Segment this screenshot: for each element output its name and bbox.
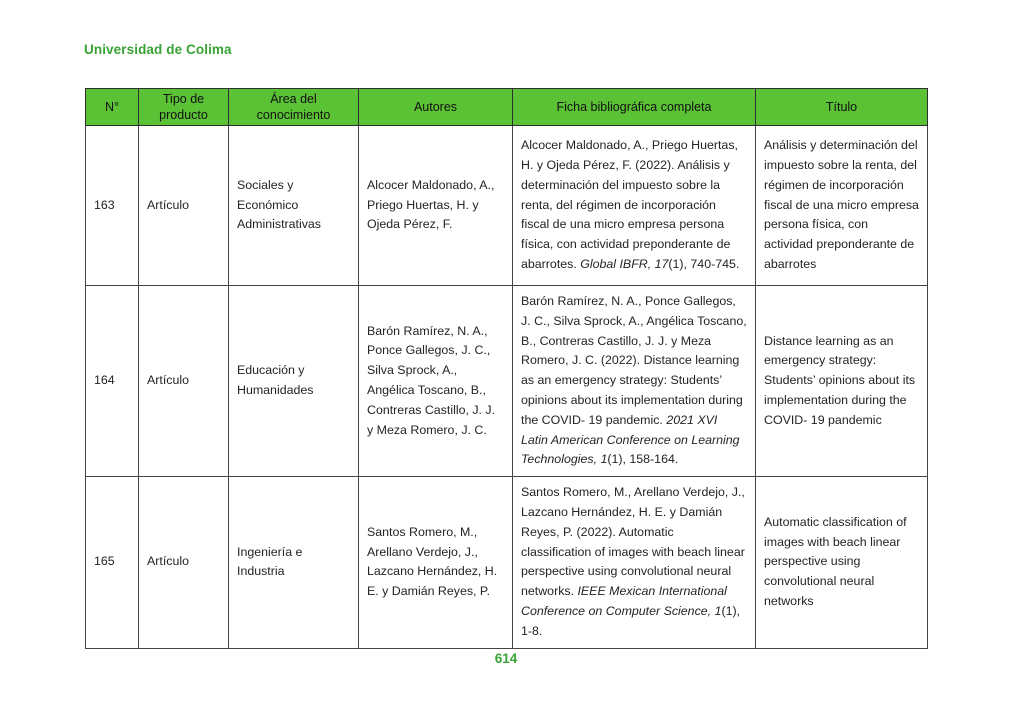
cell-num: 165: [86, 477, 139, 648]
table-header: [86, 89, 928, 126]
table-row: [86, 477, 928, 648]
publications-table: [85, 88, 928, 649]
column-header-titulo: Título: [756, 89, 928, 126]
cell-num: 164: [86, 286, 139, 477]
cell-area: Educación y Humanidades: [229, 286, 359, 477]
cell-titulo: Análisis y determinación del impuesto sobre la renta, del régimen de incorporación fiscal de una micro empresa persona física, con actividad preponderante de abarrotes: [756, 126, 928, 286]
cell-autores: Alcocer Maldonado, A., Priego Huertas, H. y Ojeda Pérez, F.: [359, 126, 513, 286]
ficha-italic-segment: IEEE Mexican International Conference on Computer Science, 1: [521, 584, 727, 618]
ficha-text-segment: Barón Ramírez, N. A., Ponce Gallegos, J. C., Silva Sprock, A., Angélica Toscano, B., Contreras Castillo, J. J. y Meza Romero, J. C. (2022). Distance learning as an emergency strategy: Students’ opinions about its implementation during the COVID- 19 pandemic.: [521, 294, 747, 427]
table-row: [86, 126, 928, 286]
cell-autores: Santos Romero, M., Arellano Verdejo, J., Lazcano Hernández, H. E. y Damián Reyes, P.: [359, 477, 513, 648]
ficha-italic-segment: 2021 XVI Latin American Conference on Learning Technologies, 1: [521, 412, 740, 467]
cell-tipo: Artículo: [139, 126, 229, 286]
column-header-tipo: Tipo de producto: [139, 89, 229, 126]
page-title: Universidad de Colima: [84, 42, 232, 57]
cell-area: Ingeniería e Industria: [229, 477, 359, 648]
table-body: [86, 126, 928, 649]
cell-autores: Barón Ramírez, N. A., Ponce Gallegos, J. C., Silva Sprock, A., Angélica Toscano, B., Contreras Castillo, J. J. y Meza Romero, J. C.: [359, 286, 513, 477]
cell-ficha: [513, 477, 756, 648]
table-header-row: [86, 89, 928, 126]
ficha-text-segment: (1), 158-164.: [607, 452, 679, 467]
cell-num: 163: [86, 126, 139, 286]
column-header-autores: Autores: [359, 89, 513, 126]
cell-ficha: [513, 126, 756, 286]
cell-tipo: Artículo: [139, 477, 229, 648]
ficha-text-segment: (1), 740-745.: [668, 256, 740, 271]
ficha-text-segment: Alcocer Maldonado, A., Priego Huertas, H. y Ojeda Pérez, F. (2022). Análisis y determinación del impuesto sobre la renta, del régimen de incorporación fiscal de una micro empresa persona física, con actividad preponderante de abarrotes.: [521, 138, 738, 271]
cell-area: Sociales y Económico Administrativas: [229, 126, 359, 286]
ficha-text-segment: Santos Romero, M., Arellano Verdejo, J., Lazcano Hernández, H. E. y Damián Reyes, P. (2022). Automatic classification of images with beach linear perspective using convolutional neural networks.: [521, 485, 745, 599]
table-row: [86, 286, 928, 477]
ficha-italic-segment: Global IBFR, 17: [580, 256, 669, 271]
ficha-text-segment: (1), 1-8.: [521, 603, 741, 638]
cell-tipo: Artículo: [139, 286, 229, 477]
column-header-num: N°: [86, 89, 139, 126]
cell-titulo: Distance learning as an emergency strategy: Students’ opinions about its implementation during the COVID- 19 pandemic: [756, 286, 928, 477]
column-header-area: Área del conocimiento: [229, 89, 359, 126]
cell-ficha: [513, 286, 756, 477]
cell-titulo: Automatic classification of images with beach linear perspective using convolutional neural networks: [756, 477, 928, 648]
page-number: 614: [494, 651, 518, 666]
column-header-ficha: Ficha bibliográfica completa: [513, 89, 756, 126]
